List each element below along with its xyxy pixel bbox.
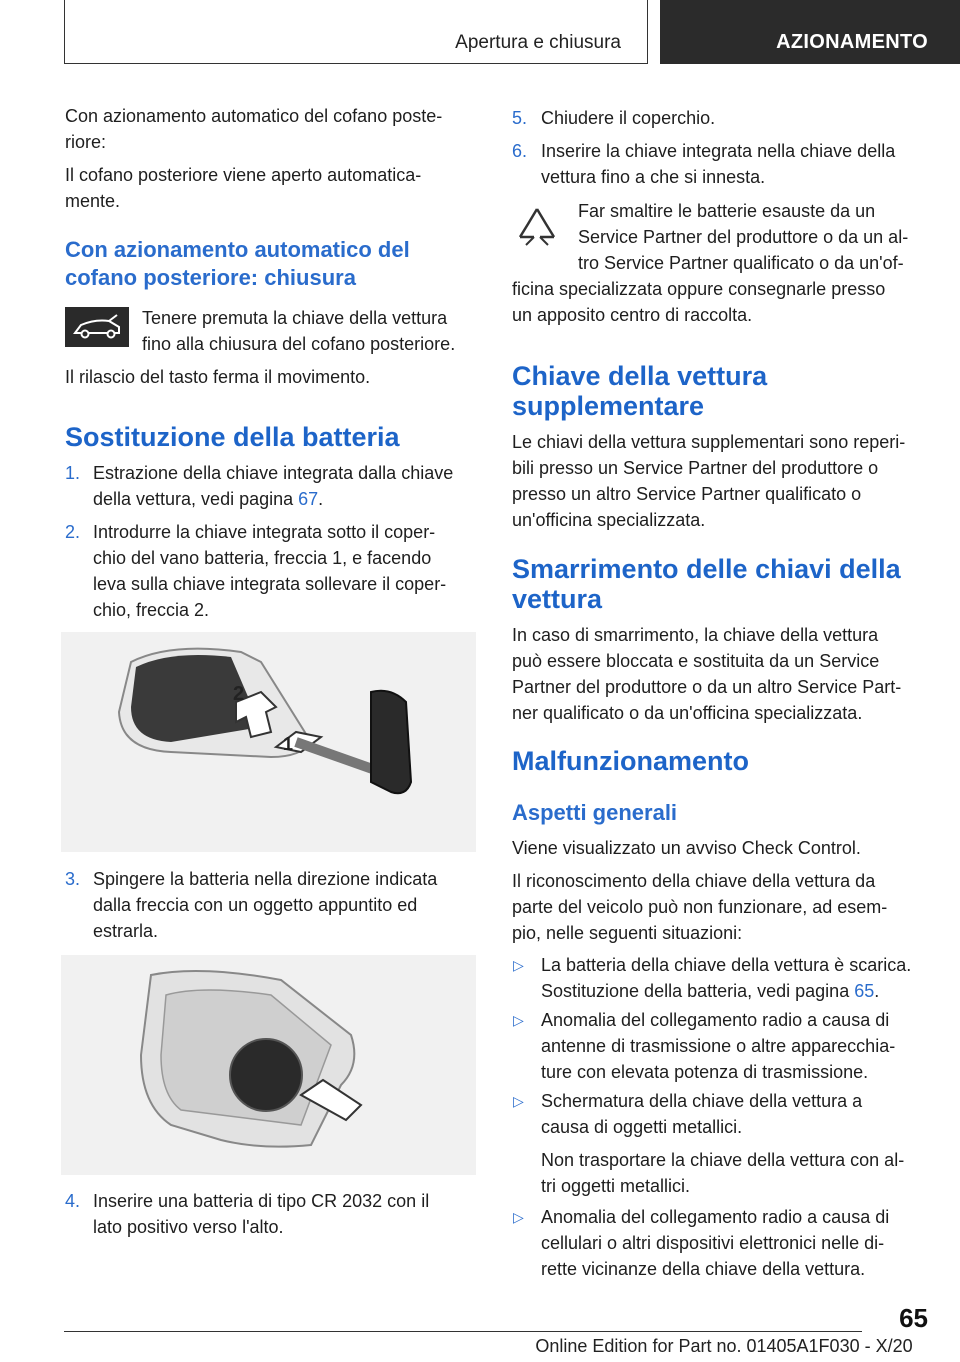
bullet-1-line-2: Sostituzione della batteria, vedi pagina 65.: [541, 981, 880, 1001]
bullet-3-line-4: tri oggetti metallici.: [541, 1176, 691, 1196]
recognition-text-2: parte del veicolo può non funzionare, ad esem‐: [512, 897, 888, 917]
spare-text-3: presso un altro Service Partner qualificato o: [512, 484, 862, 504]
heading-spare-key-1: Chiave della vettura: [512, 361, 768, 391]
figure-key-battery: [61, 955, 476, 1175]
bullet-triangle-icon: ▷: [513, 1012, 524, 1028]
heading-lost-keys-2: vettura: [512, 584, 603, 614]
lost-text-3: Partner del produttore o da un altro Service Part‐: [512, 677, 902, 697]
step-4-line-1: Inserire una batteria di tipo CR 2032 con il: [93, 1191, 430, 1211]
step-3-line-1: Spingere la batteria nella direzione indicata: [93, 869, 438, 889]
bullet-4-line-2: cellulari o altri dispositivi elettronici nelle di‐: [541, 1233, 885, 1253]
spare-text-4: un'officina specializzata.: [512, 510, 706, 530]
bullet-3-line-2: causa di oggetti metallici.: [541, 1117, 743, 1137]
step-1-line-2: della vettura, vedi pagina 67.: [93, 489, 324, 509]
figure-key-open-cover: [61, 632, 476, 852]
step-3-line-2: dalla freccia con un oggetto appuntito ed: [93, 895, 418, 915]
car-tailgate-icon: [65, 307, 129, 347]
heading-malfunction: Malfunzionamento: [512, 746, 749, 776]
bullet-2-line-2: antenne di trasmissione o altre apparecchia‐: [541, 1036, 896, 1056]
hold-key-1: Tenere premuta la chiave della vettura: [142, 308, 448, 328]
bullet-triangle-icon: ▷: [513, 957, 524, 973]
page-link-65[interactable]: 65: [854, 981, 875, 1001]
step-2-line-2: chio del vano batteria, freccia 1, e facendo: [93, 548, 432, 568]
paragraph-auto-opened-1: Il cofano posteriore viene aperto automatica‐: [65, 165, 422, 185]
bullet-triangle-icon: ▷: [513, 1209, 524, 1225]
check-control-text: Viene visualizzato un avviso Check Control.: [512, 838, 861, 858]
step-number: 2.: [65, 522, 81, 542]
bullet-2-line-1: Anomalia del collegamento radio a causa di: [541, 1010, 890, 1030]
step-number: 3.: [65, 869, 81, 889]
page-number: 65: [899, 1303, 928, 1333]
bullet-triangle-icon: ▷: [513, 1093, 524, 1109]
header-section-title: Apertura e chiusura: [455, 32, 621, 53]
step-6-line-1: Inserire la chiave integrata nella chiave della: [541, 141, 896, 161]
recycle-icon: [512, 203, 562, 253]
lost-text-1: In caso di smarrimento, la chiave della vettura: [512, 625, 879, 645]
step-number: 1.: [65, 463, 81, 483]
bullet-1-line-1: La batteria della chiave della vettura è scarica.: [541, 955, 912, 975]
bullet-2-line-3: ture con elevata potenza di trasmissione.: [541, 1062, 869, 1082]
recognition-text-3: pio, nelle seguenti situazioni:: [512, 923, 743, 943]
bullet-3-line-1: Schermatura della chiave della vettura a: [541, 1091, 863, 1111]
bullet-4-line-3: rette vicinanze della chiave della vettura.: [541, 1259, 866, 1279]
step-number: 5.: [512, 108, 528, 128]
lost-text-4: ner qualificato o da un'officina specializzata.: [512, 703, 863, 723]
figure-arrow-1-label: 1: [283, 734, 294, 754]
page-link-67[interactable]: 67: [298, 489, 319, 509]
header-chapter-tab: [660, 0, 960, 64]
bullet-3-line-3: Non trasportare la chiave della vettura con al‐: [541, 1150, 905, 1170]
heading-spare-key-2: supplementare: [512, 391, 705, 421]
recycle-text-5: un apposito centro di raccolta.: [512, 305, 753, 325]
step-4-line-2: lato positivo verso l'alto.: [93, 1217, 284, 1237]
heading-general: Aspetti generali: [512, 800, 678, 825]
bullet-4-line-1: Anomalia del collegamento radio a causa di: [541, 1207, 890, 1227]
step-number: 4.: [65, 1191, 81, 1211]
paragraph-auto-opened-2: mente.: [65, 191, 121, 211]
header-chapter-title: AZIONAMENTO: [776, 31, 928, 53]
footer-divider: [64, 1331, 862, 1332]
paragraph-auto-open-2: riore:: [65, 132, 107, 152]
heading-lost-keys-1: Smarrimento delle chiavi della: [512, 554, 901, 584]
heading-auto-close-1: Con azionamento automatico del: [65, 237, 410, 262]
recycle-text-1: Far smaltire le batterie esauste da un: [578, 201, 876, 221]
step-1-line-1: Estrazione della chiave integrata dalla chiave: [93, 463, 454, 483]
recycle-text-3: tro Service Partner qualificato o da un'of‐: [578, 253, 904, 273]
spare-text-2: bili presso un Service Partner del produttore o: [512, 458, 879, 478]
heading-auto-close-2: cofano posteriore: chiusura: [65, 265, 356, 290]
step-number: 6.: [512, 141, 528, 161]
spare-text-1: Le chiavi della vettura supplementari sono reperi‐: [512, 432, 906, 452]
heading-battery-replacement: Sostituzione della batteria: [65, 422, 400, 452]
lost-text-2: può essere bloccata e sostituita da un Service: [512, 651, 880, 671]
footer-edition: Online Edition for Part no. 01405A1F030 - X/20: [535, 1336, 913, 1356]
release-text: Il rilascio del tasto ferma il movimento.: [65, 367, 371, 387]
step-2-line-4: chio, freccia 2.: [93, 600, 210, 620]
figure-arrow-2-label: 2: [233, 683, 245, 705]
step-3-line-3: estrarla.: [93, 921, 159, 941]
hold-key-2: fino alla chiusura del cofano posteriore.: [142, 334, 456, 354]
paragraph-auto-open-1: Con azionamento automatico del cofano poste‐: [65, 106, 443, 126]
recycle-text-2: Service Partner del produttore o da un al‐: [578, 227, 909, 247]
step-5-line-1: Chiudere il coperchio.: [541, 108, 716, 128]
recycle-text-4: ficina specializzata oppure consegnarle presso: [512, 279, 886, 299]
step-2-line-1: Introdurre la chiave integrata sotto il coper‐: [93, 522, 436, 542]
step-2-line-3: leva sulla chiave integrata sollevare il coper‐: [93, 574, 447, 594]
recognition-text-1: Il riconoscimento della chiave della vettura da: [512, 871, 876, 891]
step-6-line-2: vettura fino a che si innesta.: [541, 167, 766, 187]
header-section-box: [64, 0, 648, 64]
